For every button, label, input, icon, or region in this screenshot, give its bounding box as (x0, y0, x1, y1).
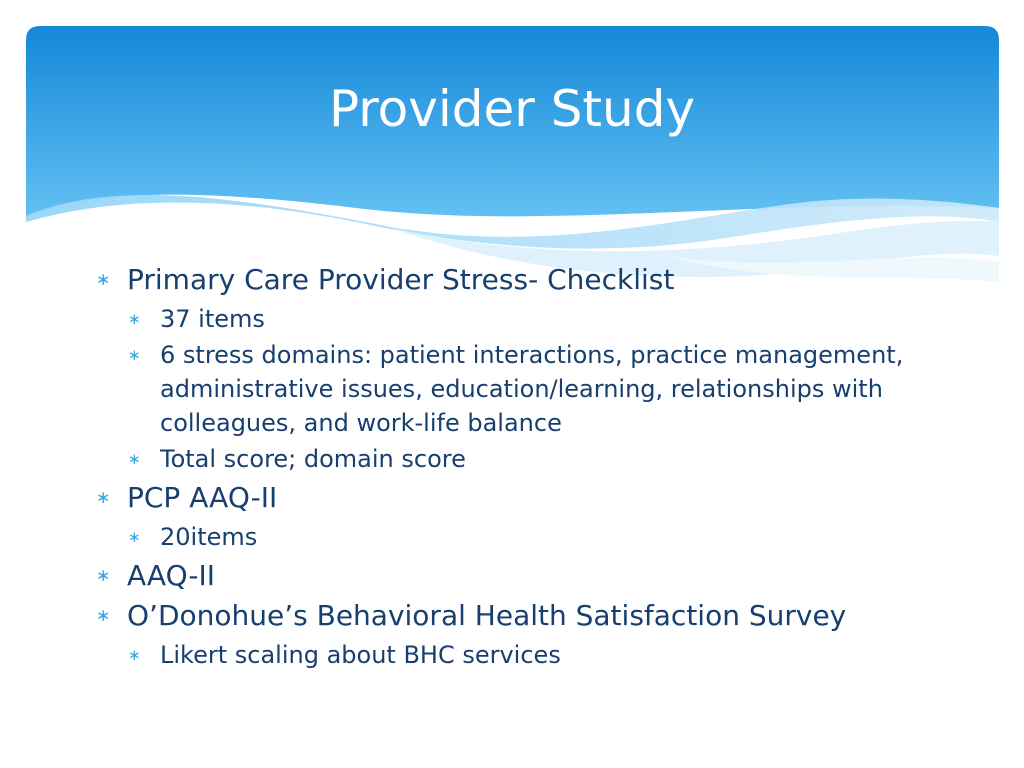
list-item (96, 262, 976, 298)
list-item-text: PCP AAQ-II (127, 481, 278, 514)
bullet-icon: ∗ (96, 606, 111, 626)
sub-list-item-text: Likert scaling about BHC services (160, 641, 561, 669)
list-item-text: Primary Care Provider Stress- Checklist (127, 263, 675, 296)
list-item-text: O’Donohue’s Behavioral Health Satisfaction Survey (127, 599, 847, 632)
sub-list-item (128, 338, 976, 440)
sub-list-item-text: 37 items (160, 305, 265, 333)
wave-background (26, 26, 999, 286)
slide-title: Provider Study (328, 80, 696, 138)
sub-list-item (128, 302, 976, 336)
sub-list-item-text: 20items (160, 523, 258, 551)
bullet-icon: ∗ (128, 310, 141, 328)
list-item (96, 480, 976, 516)
bullet-icon: ∗ (128, 646, 141, 664)
bullet-icon: ∗ (128, 450, 141, 468)
list-item (96, 558, 976, 594)
bullet-icon: ∗ (96, 270, 111, 290)
sub-list-item (128, 442, 976, 476)
bullet-icon: ∗ (96, 488, 111, 508)
bullet-list (96, 258, 976, 674)
sub-list-item-text: 6 stress domains: patient interactions, practice management, administrative issues, education/learning, relationships with colleagues, and work-life balance (160, 341, 904, 437)
sub-list-item (128, 520, 976, 554)
bullet-icon: ∗ (96, 566, 111, 586)
bullet-icon: ∗ (128, 346, 141, 364)
bullet-icon: ∗ (128, 528, 141, 546)
sub-list-item-text: Total score; domain score (160, 445, 466, 473)
sub-list-item (128, 638, 976, 672)
header-banner (26, 26, 999, 286)
list-item-text: AAQ-II (127, 559, 216, 592)
list-item (96, 598, 976, 634)
